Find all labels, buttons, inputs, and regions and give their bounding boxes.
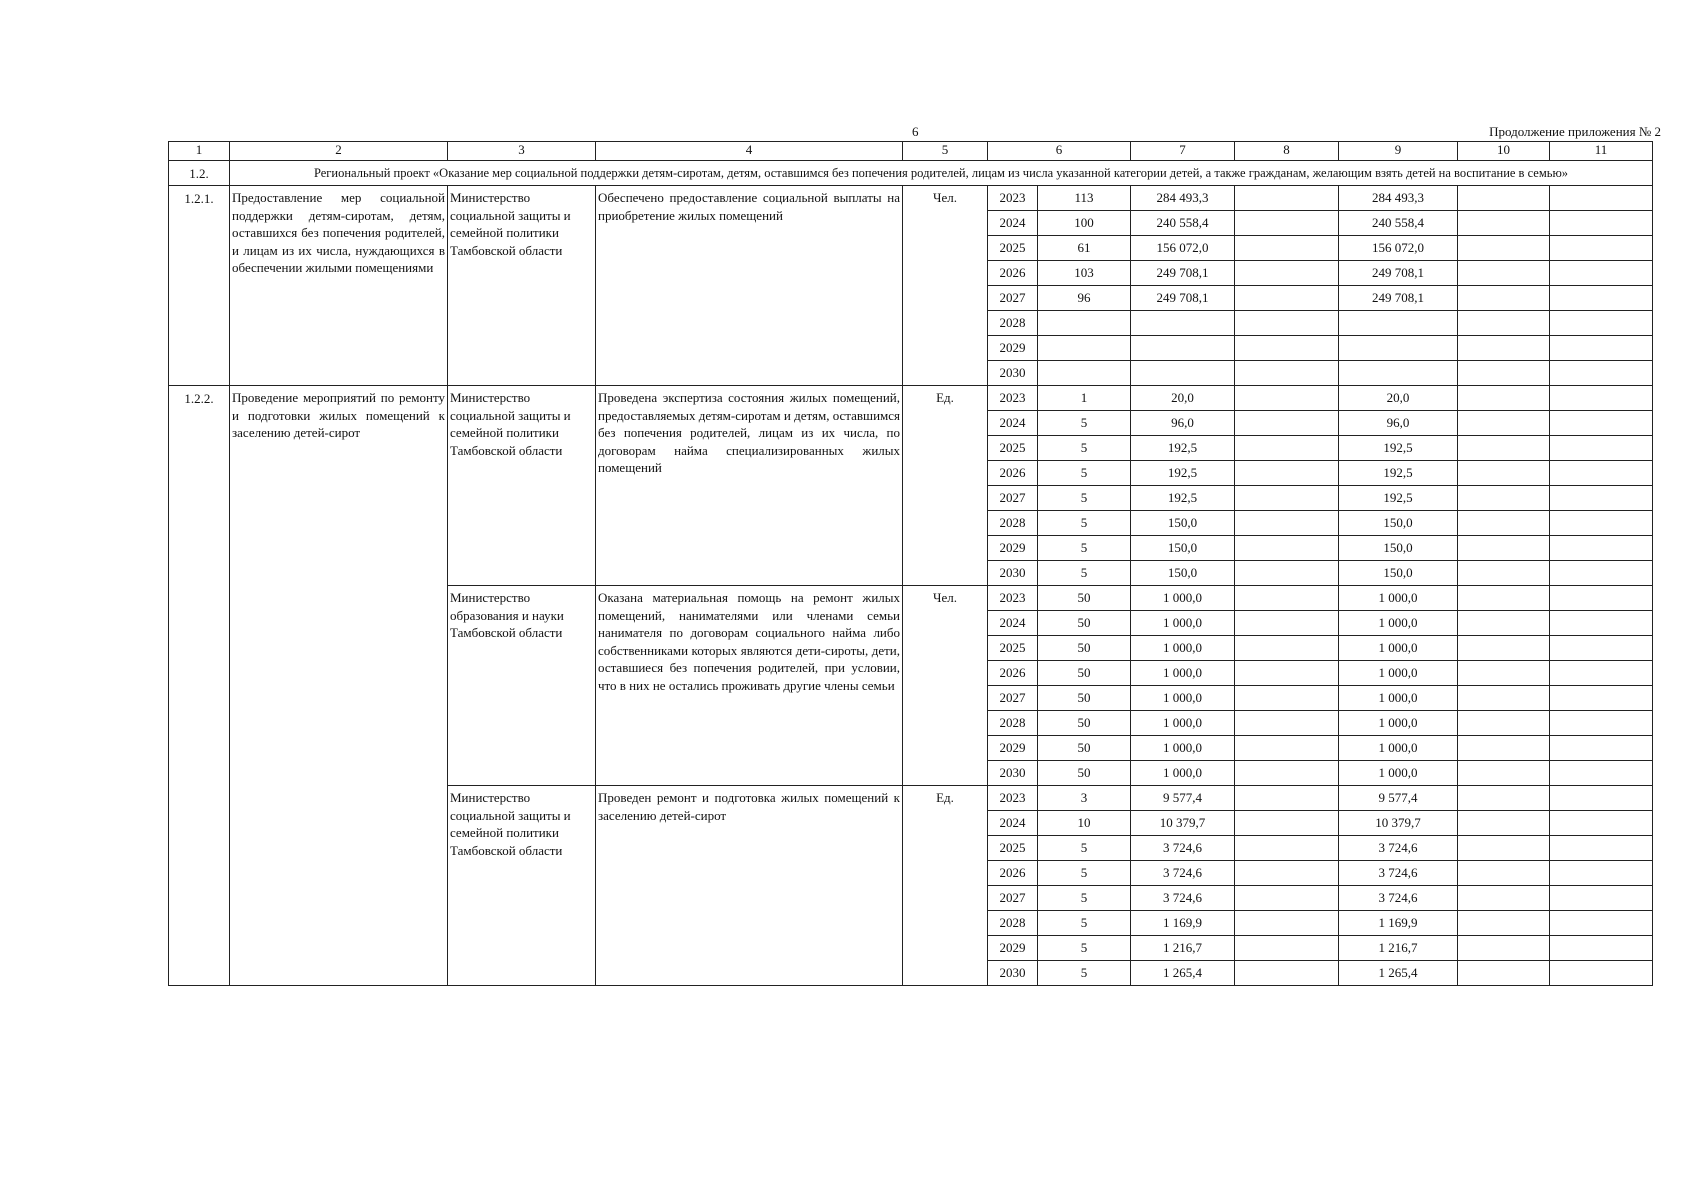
col10-cell <box>1458 211 1550 236</box>
col8-cell <box>1235 911 1339 936</box>
quantity-cell: 50 <box>1038 661 1131 686</box>
col9-cell: 10 379,7 <box>1339 811 1458 836</box>
total-cell: 150,0 <box>1131 561 1235 586</box>
col9-cell: 1 000,0 <box>1339 761 1458 786</box>
col10-cell <box>1458 836 1550 861</box>
col8-cell <box>1235 811 1339 836</box>
quantity-cell: 50 <box>1038 711 1131 736</box>
quantity-cell: 5 <box>1038 936 1131 961</box>
total-cell: 1 000,0 <box>1131 686 1235 711</box>
total-cell: 1 216,7 <box>1131 936 1235 961</box>
year-cell: 2029 <box>988 936 1038 961</box>
col10-cell <box>1458 811 1550 836</box>
unit-cell: Ед. <box>903 786 988 986</box>
col10-cell <box>1458 661 1550 686</box>
year-cell: 2023 <box>988 586 1038 611</box>
year-cell: 2028 <box>988 511 1038 536</box>
year-cell: 2024 <box>988 811 1038 836</box>
col10-cell <box>1458 311 1550 336</box>
col11-cell <box>1550 936 1653 961</box>
col11-cell <box>1550 561 1653 586</box>
total-cell: 96,0 <box>1131 411 1235 436</box>
page-number: 6 <box>912 124 919 139</box>
total-cell: 249 708,1 <box>1131 261 1235 286</box>
total-cell: 1 169,9 <box>1131 911 1235 936</box>
result-cell: Проведена экспертиза состояния жилых помещений, предоставляемых детям-сиротам и детям, оставшимся без попечения родителей, лицам из их числа, по договорам найма специализированных жилых помещений <box>596 386 903 586</box>
col9-cell <box>1339 361 1458 386</box>
col9-cell: 1 000,0 <box>1339 611 1458 636</box>
table-row <box>169 386 1653 411</box>
col9-cell: 9 577,4 <box>1339 786 1458 811</box>
header-col-9: 9 <box>1339 142 1458 161</box>
col9-cell: 150,0 <box>1339 511 1458 536</box>
col11-cell <box>1550 361 1653 386</box>
col9-cell: 192,5 <box>1339 461 1458 486</box>
header-col-7: 7 <box>1131 142 1235 161</box>
header-col-11: 11 <box>1550 142 1653 161</box>
year-cell: 2027 <box>988 486 1038 511</box>
unit-cell: Ед. <box>903 386 988 586</box>
year-cell: 2030 <box>988 761 1038 786</box>
col9-cell: 3 724,6 <box>1339 861 1458 886</box>
year-cell: 2029 <box>988 336 1038 361</box>
year-cell: 2023 <box>988 186 1038 211</box>
col8-cell <box>1235 286 1339 311</box>
col9-cell: 1 000,0 <box>1339 661 1458 686</box>
total-cell: 20,0 <box>1131 386 1235 411</box>
quantity-cell: 3 <box>1038 786 1131 811</box>
section-row <box>169 161 1653 186</box>
col9-cell: 150,0 <box>1339 536 1458 561</box>
header-col-5: 5 <box>903 142 988 161</box>
col8-cell <box>1235 486 1339 511</box>
header-col-8: 8 <box>1235 142 1339 161</box>
year-cell: 2029 <box>988 536 1038 561</box>
quantity-cell: 50 <box>1038 586 1131 611</box>
total-cell: 150,0 <box>1131 536 1235 561</box>
quantity-cell: 113 <box>1038 186 1131 211</box>
header-col-1: 1 <box>169 142 230 161</box>
col11-cell <box>1550 686 1653 711</box>
col10-cell <box>1458 936 1550 961</box>
col11-cell <box>1550 461 1653 486</box>
item-number: 1.2.1. <box>169 186 230 386</box>
col10-cell <box>1458 686 1550 711</box>
quantity-cell: 103 <box>1038 261 1131 286</box>
col9-cell <box>1339 311 1458 336</box>
col9-cell: 96,0 <box>1339 411 1458 436</box>
col9-cell <box>1339 336 1458 361</box>
col11-cell <box>1550 661 1653 686</box>
quantity-cell: 5 <box>1038 486 1131 511</box>
col10-cell <box>1458 736 1550 761</box>
quantity-cell: 5 <box>1038 436 1131 461</box>
col9-cell: 150,0 <box>1339 561 1458 586</box>
year-cell: 2025 <box>988 636 1038 661</box>
col11-cell <box>1550 511 1653 536</box>
unit-cell: Чел. <box>903 586 988 786</box>
header-col-6: 6 <box>988 142 1131 161</box>
year-cell: 2027 <box>988 686 1038 711</box>
quantity-cell <box>1038 361 1131 386</box>
col8-cell <box>1235 536 1339 561</box>
year-cell: 2028 <box>988 911 1038 936</box>
col10-cell <box>1458 511 1550 536</box>
col10-cell <box>1458 486 1550 511</box>
col9-cell: 249 708,1 <box>1339 261 1458 286</box>
col11-cell <box>1550 911 1653 936</box>
col10-cell <box>1458 261 1550 286</box>
header-col-10: 10 <box>1458 142 1550 161</box>
quantity-cell <box>1038 311 1131 336</box>
section-number: 1.2. <box>169 161 230 186</box>
table-row <box>169 186 1653 211</box>
col9-cell: 20,0 <box>1339 386 1458 411</box>
col11-cell <box>1550 811 1653 836</box>
col11-cell <box>1550 186 1653 211</box>
col8-cell <box>1235 711 1339 736</box>
col9-cell: 1 000,0 <box>1339 711 1458 736</box>
quantity-cell: 5 <box>1038 536 1131 561</box>
col8-cell <box>1235 861 1339 886</box>
col10-cell <box>1458 461 1550 486</box>
quantity-cell: 5 <box>1038 411 1131 436</box>
col8-cell <box>1235 936 1339 961</box>
col8-cell <box>1235 511 1339 536</box>
total-cell: 156 072,0 <box>1131 236 1235 261</box>
total-cell: 9 577,4 <box>1131 786 1235 811</box>
col11-cell <box>1550 436 1653 461</box>
year-cell: 2025 <box>988 436 1038 461</box>
year-cell: 2028 <box>988 311 1038 336</box>
col10-cell <box>1458 336 1550 361</box>
col9-cell: 156 072,0 <box>1339 236 1458 261</box>
total-cell: 249 708,1 <box>1131 286 1235 311</box>
col8-cell <box>1235 261 1339 286</box>
quantity-cell: 50 <box>1038 736 1131 761</box>
col11-cell <box>1550 536 1653 561</box>
col9-cell: 1 216,7 <box>1339 936 1458 961</box>
col8-cell <box>1235 661 1339 686</box>
col10-cell <box>1458 586 1550 611</box>
col11-cell <box>1550 486 1653 511</box>
col10-cell <box>1458 636 1550 661</box>
col10-cell <box>1458 286 1550 311</box>
col8-cell <box>1235 386 1339 411</box>
continuation-label: Продолжение приложения № 2 <box>1489 124 1661 139</box>
quantity-cell: 5 <box>1038 961 1131 986</box>
executor-cell: Министерство социальной защиты и семейной политики Тамбовской области <box>448 186 596 386</box>
quantity-cell: 5 <box>1038 461 1131 486</box>
col10-cell <box>1458 411 1550 436</box>
col8-cell <box>1235 411 1339 436</box>
total-cell: 240 558,4 <box>1131 211 1235 236</box>
col9-cell: 1 169,9 <box>1339 911 1458 936</box>
result-cell: Проведен ремонт и подготовка жилых помещений к заселению детей-сирот <box>596 786 903 986</box>
col10-cell <box>1458 186 1550 211</box>
header-col-2: 2 <box>230 142 448 161</box>
total-cell: 284 493,3 <box>1131 186 1235 211</box>
col8-cell <box>1235 461 1339 486</box>
item-name: Проведение мероприятий по ремонту и подготовки жилых помещений к заселению детей-сирот <box>230 386 448 986</box>
col8-cell <box>1235 211 1339 236</box>
item-number: 1.2.2. <box>169 386 230 986</box>
executor-cell: Министерство образования и науки Тамбовской области <box>448 586 596 786</box>
year-cell: 2023 <box>988 786 1038 811</box>
year-cell: 2023 <box>988 386 1038 411</box>
col8-cell <box>1235 361 1339 386</box>
quantity-cell: 50 <box>1038 636 1131 661</box>
program-table <box>168 141 1653 986</box>
total-cell <box>1131 336 1235 361</box>
col8-cell <box>1235 636 1339 661</box>
col8-cell <box>1235 886 1339 911</box>
year-cell: 2027 <box>988 886 1038 911</box>
year-cell: 2024 <box>988 611 1038 636</box>
col9-cell: 192,5 <box>1339 436 1458 461</box>
quantity-cell: 5 <box>1038 561 1131 586</box>
quantity-cell: 5 <box>1038 861 1131 886</box>
col11-cell <box>1550 586 1653 611</box>
col9-cell: 1 000,0 <box>1339 736 1458 761</box>
col9-cell: 192,5 <box>1339 486 1458 511</box>
col11-cell <box>1550 736 1653 761</box>
col10-cell <box>1458 361 1550 386</box>
year-cell: 2030 <box>988 361 1038 386</box>
result-cell: Обеспечено предоставление социальной выплаты на приобретение жилых помещений <box>596 186 903 386</box>
quantity-cell: 96 <box>1038 286 1131 311</box>
col10-cell <box>1458 786 1550 811</box>
col8-cell <box>1235 611 1339 636</box>
quantity-cell: 5 <box>1038 836 1131 861</box>
col10-cell <box>1458 561 1550 586</box>
quantity-cell: 1 <box>1038 386 1131 411</box>
total-cell: 1 000,0 <box>1131 586 1235 611</box>
year-cell: 2030 <box>988 561 1038 586</box>
total-cell: 1 000,0 <box>1131 661 1235 686</box>
quantity-cell: 10 <box>1038 811 1131 836</box>
year-cell: 2026 <box>988 861 1038 886</box>
col11-cell <box>1550 761 1653 786</box>
total-cell: 3 724,6 <box>1131 886 1235 911</box>
col10-cell <box>1458 861 1550 886</box>
col8-cell <box>1235 961 1339 986</box>
col10-cell <box>1458 761 1550 786</box>
col10-cell <box>1458 961 1550 986</box>
quantity-cell: 5 <box>1038 911 1131 936</box>
quantity-cell: 100 <box>1038 211 1131 236</box>
col9-cell: 1 265,4 <box>1339 961 1458 986</box>
year-cell: 2025 <box>988 836 1038 861</box>
col8-cell <box>1235 561 1339 586</box>
total-cell: 1 000,0 <box>1131 611 1235 636</box>
col9-cell: 1 000,0 <box>1339 586 1458 611</box>
col9-cell: 240 558,4 <box>1339 211 1458 236</box>
col11-cell <box>1550 786 1653 811</box>
header-col-4: 4 <box>596 142 903 161</box>
quantity-cell: 5 <box>1038 511 1131 536</box>
quantity-cell: 50 <box>1038 761 1131 786</box>
col8-cell <box>1235 686 1339 711</box>
section-title: Региональный проект «Оказание мер социальной поддержки детям-сиротам, детям, оставшимся без попечения родителей, лицам из числа указанной категории детей, а также гражданам, желающим взять детей на воспитание в семью» <box>230 161 1653 186</box>
col10-cell <box>1458 536 1550 561</box>
total-cell: 192,5 <box>1131 486 1235 511</box>
col11-cell <box>1550 211 1653 236</box>
col8-cell <box>1235 786 1339 811</box>
year-cell: 2027 <box>988 286 1038 311</box>
col10-cell <box>1458 386 1550 411</box>
col9-cell: 1 000,0 <box>1339 636 1458 661</box>
quantity-cell: 50 <box>1038 686 1131 711</box>
col9-cell: 284 493,3 <box>1339 186 1458 211</box>
year-cell: 2029 <box>988 736 1038 761</box>
quantity-cell: 5 <box>1038 886 1131 911</box>
total-cell: 1 265,4 <box>1131 961 1235 986</box>
total-cell <box>1131 311 1235 336</box>
col11-cell <box>1550 836 1653 861</box>
year-cell: 2026 <box>988 261 1038 286</box>
col10-cell <box>1458 911 1550 936</box>
col10-cell <box>1458 236 1550 261</box>
year-cell: 2024 <box>988 211 1038 236</box>
col11-cell <box>1550 236 1653 261</box>
total-cell: 192,5 <box>1131 461 1235 486</box>
col11-cell <box>1550 611 1653 636</box>
col8-cell <box>1235 761 1339 786</box>
total-cell: 192,5 <box>1131 436 1235 461</box>
col11-cell <box>1550 311 1653 336</box>
col8-cell <box>1235 836 1339 861</box>
col11-cell <box>1550 636 1653 661</box>
col11-cell <box>1550 886 1653 911</box>
quantity-cell: 50 <box>1038 611 1131 636</box>
col9-cell: 3 724,6 <box>1339 886 1458 911</box>
col11-cell <box>1550 386 1653 411</box>
executor-cell: Министерство социальной защиты и семейной политики Тамбовской области <box>448 386 596 586</box>
total-cell <box>1131 361 1235 386</box>
total-cell: 1 000,0 <box>1131 711 1235 736</box>
total-cell: 1 000,0 <box>1131 761 1235 786</box>
year-cell: 2030 <box>988 961 1038 986</box>
total-cell: 3 724,6 <box>1131 861 1235 886</box>
year-cell: 2025 <box>988 236 1038 261</box>
total-cell: 1 000,0 <box>1131 736 1235 761</box>
quantity-cell: 61 <box>1038 236 1131 261</box>
col10-cell <box>1458 886 1550 911</box>
total-cell: 10 379,7 <box>1131 811 1235 836</box>
col9-cell: 249 708,1 <box>1339 286 1458 311</box>
col8-cell <box>1235 236 1339 261</box>
year-cell: 2028 <box>988 711 1038 736</box>
col11-cell <box>1550 261 1653 286</box>
quantity-cell <box>1038 336 1131 361</box>
year-cell: 2024 <box>988 411 1038 436</box>
executor-cell: Министерство социальной защиты и семейной политики Тамбовской области <box>448 786 596 986</box>
col8-cell <box>1235 736 1339 761</box>
col10-cell <box>1458 711 1550 736</box>
unit-cell: Чел. <box>903 186 988 386</box>
col11-cell <box>1550 961 1653 986</box>
col10-cell <box>1458 436 1550 461</box>
col9-cell: 3 724,6 <box>1339 836 1458 861</box>
year-cell: 2026 <box>988 661 1038 686</box>
col8-cell <box>1235 336 1339 361</box>
total-cell: 150,0 <box>1131 511 1235 536</box>
col8-cell <box>1235 186 1339 211</box>
col11-cell <box>1550 861 1653 886</box>
col8-cell <box>1235 436 1339 461</box>
col8-cell <box>1235 311 1339 336</box>
col11-cell <box>1550 411 1653 436</box>
col11-cell <box>1550 711 1653 736</box>
col9-cell: 1 000,0 <box>1339 686 1458 711</box>
item-name: Предоставление мер социальной поддержки детям-сиротам, детям, оставшихся без попечения родителей, и лицам из их числа, нуждающихся в обеспечении жилыми помещениями <box>230 186 448 386</box>
year-cell: 2026 <box>988 461 1038 486</box>
total-cell: 1 000,0 <box>1131 636 1235 661</box>
result-cell: Оказана материальная помощь на ремонт жилых помещений, нанимателями или членами семьи нанимателя по договорам социального найма либо собственниками которых являются дети-сироты, дети, оставшиеся без попечения родителей, при условии, что в них не остались проживать другие члены семьи <box>596 586 903 786</box>
col11-cell <box>1550 336 1653 361</box>
col8-cell <box>1235 586 1339 611</box>
total-cell: 3 724,6 <box>1131 836 1235 861</box>
header-col-3: 3 <box>448 142 596 161</box>
col11-cell <box>1550 286 1653 311</box>
header-row <box>169 142 1653 161</box>
col10-cell <box>1458 611 1550 636</box>
